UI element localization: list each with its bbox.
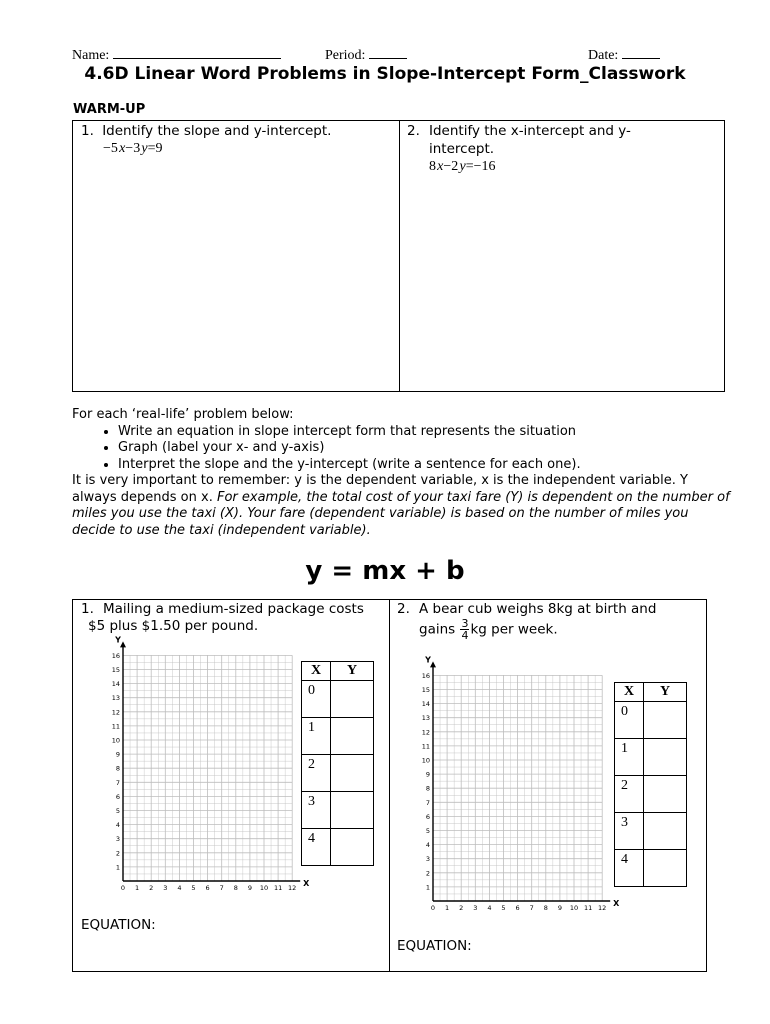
- y-cell[interactable]: [644, 850, 687, 887]
- table-row: [302, 755, 374, 792]
- problem2-line2: [419, 618, 558, 641]
- x-value: 2: [615, 776, 644, 813]
- problem1-number: 1.: [81, 601, 94, 617]
- x-tick-label: 2: [149, 884, 154, 892]
- x-tick-label: 4: [487, 904, 492, 912]
- x-tick-label: 10: [569, 904, 579, 912]
- x-tick-label: 0: [120, 884, 126, 892]
- x-tick-label: 1: [445, 904, 450, 912]
- y-cell[interactable]: [331, 792, 374, 829]
- table-row: [615, 702, 687, 739]
- table-row: [615, 739, 687, 776]
- y-tick-label: 15: [111, 666, 120, 674]
- y-cell[interactable]: [644, 813, 687, 850]
- y-tick-label: 13: [421, 714, 430, 723]
- x-tick-label: 6: [515, 904, 520, 912]
- y-tick-label: 13: [111, 694, 120, 703]
- x-tick-label: 9: [557, 904, 562, 912]
- y-tick-label: 1: [115, 863, 120, 872]
- xy-table-header-row: [302, 662, 374, 681]
- table-row: [302, 681, 374, 718]
- y-tick-label: 2: [115, 849, 120, 858]
- problem2-equation-label: EQUATION:: [397, 938, 472, 954]
- table-row: [615, 776, 687, 813]
- x-value: 0: [615, 702, 644, 739]
- warmup-divider: [399, 121, 400, 391]
- y-tick-label: 8: [115, 764, 120, 773]
- x-tick-label: 1: [135, 884, 140, 892]
- problem1-line1: Mailing a medium-sized package costs: [103, 601, 364, 617]
- y-tick-label: 12: [421, 728, 430, 737]
- instructions: [72, 407, 732, 539]
- fraction-numerator: 3: [461, 617, 469, 630]
- y-tick-label: 11: [111, 722, 120, 731]
- y-tick-label: 5: [115, 807, 120, 815]
- y-cell[interactable]: [331, 755, 374, 792]
- x-value: 3: [302, 792, 331, 829]
- period-field: [325, 46, 407, 64]
- y-tick-label: 3: [425, 855, 430, 864]
- date-label: Date:: [588, 48, 619, 63]
- problem1-xy-table[interactable]: [301, 661, 374, 866]
- x-value: 1: [615, 739, 644, 776]
- x-tick-label: 8: [233, 884, 238, 892]
- problem2-xy-table[interactable]: [614, 682, 687, 887]
- y-tick-label: 15: [421, 686, 430, 694]
- name-blank[interactable]: [113, 46, 281, 59]
- x-value: 2: [302, 755, 331, 792]
- y-cell[interactable]: [331, 829, 374, 866]
- warmup-label: WARM-UP: [73, 102, 146, 117]
- warmup-q2-number: 2.: [407, 123, 420, 139]
- warmup-q1-number: 1.: [81, 123, 94, 139]
- warmup-q2-text-line2: intercept.: [429, 141, 495, 157]
- x-tick-label: 10: [259, 884, 269, 892]
- table-row: [302, 792, 374, 829]
- x-tick-label: 8: [543, 904, 548, 912]
- y-cell[interactable]: [331, 681, 374, 718]
- date-blank[interactable]: [622, 46, 660, 59]
- x-tick-label: 7: [219, 884, 224, 892]
- x-tick-label: 4: [177, 884, 182, 892]
- x-tick-label: 2: [459, 904, 464, 912]
- y-tick-label: 14: [421, 700, 430, 709]
- y-axis-label: Y: [115, 635, 121, 645]
- y-tick-label: 10: [111, 736, 120, 745]
- x-tick-label: 12: [598, 904, 607, 912]
- table-row: [302, 829, 374, 866]
- xy-table-header-row: [615, 683, 687, 702]
- table-row: [615, 850, 687, 887]
- warmup-q2-text-line1: Identify the x-intercept and y-: [429, 123, 631, 139]
- y-tick-label: 4: [425, 841, 430, 850]
- x-axis-label: X: [613, 899, 620, 908]
- x-tick-label: 11: [583, 904, 593, 912]
- x-tick-label: 7: [529, 904, 534, 912]
- warmup-q1: [81, 122, 331, 140]
- x-tick-label: 6: [205, 884, 210, 892]
- problems-divider: [389, 600, 390, 971]
- problem1-line2: $5 plus $1.50 per pound.: [88, 618, 259, 634]
- y-tick-label: 1: [425, 883, 430, 892]
- y-tick-label: 8: [425, 784, 430, 793]
- x-value: 4: [615, 850, 644, 887]
- xy-header-y: Y: [331, 662, 374, 681]
- problem2-unit-text: kg per week.: [470, 621, 558, 638]
- table-row: [302, 718, 374, 755]
- x-axis-label: X: [303, 879, 310, 888]
- x-value: 3: [615, 813, 644, 850]
- y-tick-label: 7: [425, 798, 430, 807]
- date-field: [588, 46, 660, 64]
- y-tick-label: 16: [421, 671, 430, 680]
- problem1-equation-label: EQUATION:: [81, 917, 156, 933]
- instructions-lead: For each ‘real-life’ problem below:: [72, 407, 294, 422]
- problem2-line1: A bear cub weighs 8kg at birth and: [419, 601, 657, 617]
- period-blank[interactable]: [369, 46, 407, 59]
- x-tick-label: 3: [163, 884, 168, 892]
- problem2-graph[interactable]: [421, 655, 631, 916]
- y-cell[interactable]: [644, 702, 687, 739]
- table-row: [615, 813, 687, 850]
- x-value: 1: [302, 718, 331, 755]
- y-tick-label: 5: [425, 827, 430, 835]
- problem2-number: 2.: [397, 601, 410, 617]
- warmup-q1-equation: −5 x−3 y=9: [103, 141, 163, 156]
- slope-intercept-formula: y = mx + b: [305, 556, 465, 586]
- y-tick-label: 7: [115, 778, 120, 787]
- y-tick-label: 3: [115, 835, 120, 844]
- x-value: 0: [302, 681, 331, 718]
- y-axis-label: Y: [425, 655, 431, 665]
- xy-header-x: X: [302, 662, 331, 681]
- x-tick-label: 12: [288, 884, 297, 892]
- dependency-note: [72, 473, 732, 539]
- y-cell[interactable]: [644, 739, 687, 776]
- y-tick-label: 6: [115, 792, 120, 801]
- problem2-gains-text: gains: [419, 621, 456, 638]
- name-label: Name:: [72, 48, 110, 63]
- y-tick-label: 16: [111, 651, 120, 660]
- problem1-graph[interactable]: [111, 635, 321, 896]
- x-value: 4: [302, 829, 331, 866]
- dependency-note-plain: It is very important to remember: y is the dependent variable, x is the independent variable. Y always depends on x.: [72, 473, 688, 505]
- y-tick-label: 9: [425, 770, 430, 779]
- x-tick-label: 5: [501, 904, 506, 912]
- xy-header-x: X: [615, 683, 644, 702]
- y-tick-label: 11: [421, 742, 430, 751]
- x-tick-label: 3: [473, 904, 478, 912]
- period-label: Period:: [325, 48, 366, 63]
- warmup-q1-text: Identify the slope and y-intercept.: [102, 123, 332, 139]
- instruction-item: • Graph (label your x- and y-axis): [118, 440, 732, 457]
- x-tick-label: 0: [430, 904, 436, 912]
- x-tick-label: 5: [191, 884, 196, 892]
- y-tick-label: 6: [425, 812, 430, 821]
- instructions-list: [72, 424, 732, 474]
- fraction-denominator: 4: [461, 629, 469, 642]
- y-tick-label: 14: [111, 680, 120, 689]
- x-tick-label: 11: [273, 884, 283, 892]
- y-cell[interactable]: [331, 718, 374, 755]
- page-title: 4.6D Linear Word Problems in Slope-Intercept Form_Classwork: [84, 64, 686, 84]
- y-tick-label: 12: [111, 708, 120, 717]
- problems-box: [72, 599, 707, 972]
- y-tick-label: 2: [425, 869, 430, 878]
- y-tick-label: 4: [115, 821, 120, 830]
- y-tick-label: 10: [421, 756, 430, 765]
- y-cell[interactable]: [644, 776, 687, 813]
- three-quarters-fraction: [460, 618, 469, 641]
- name-field: [72, 46, 281, 64]
- x-tick-label: 9: [247, 884, 252, 892]
- dependency-note-example: For example, the total cost of your taxi fare (Y) is dependent on the number of miles you use the taxi (X). Your fare (dependent variable) is based on the number of miles you decide to use the taxi (independent variable).: [72, 489, 730, 538]
- instruction-item: • Write an equation in slope intercept form that represents the situation: [118, 424, 732, 441]
- y-tick-label: 9: [115, 750, 120, 759]
- warmup-box: [72, 120, 725, 392]
- xy-header-y: Y: [644, 683, 687, 702]
- warmup-q2-equation: 8 x−2 y=−16: [429, 159, 496, 174]
- instruction-item: • Interpret the slope and the y-intercept (write a sentence for each one).: [118, 457, 732, 474]
